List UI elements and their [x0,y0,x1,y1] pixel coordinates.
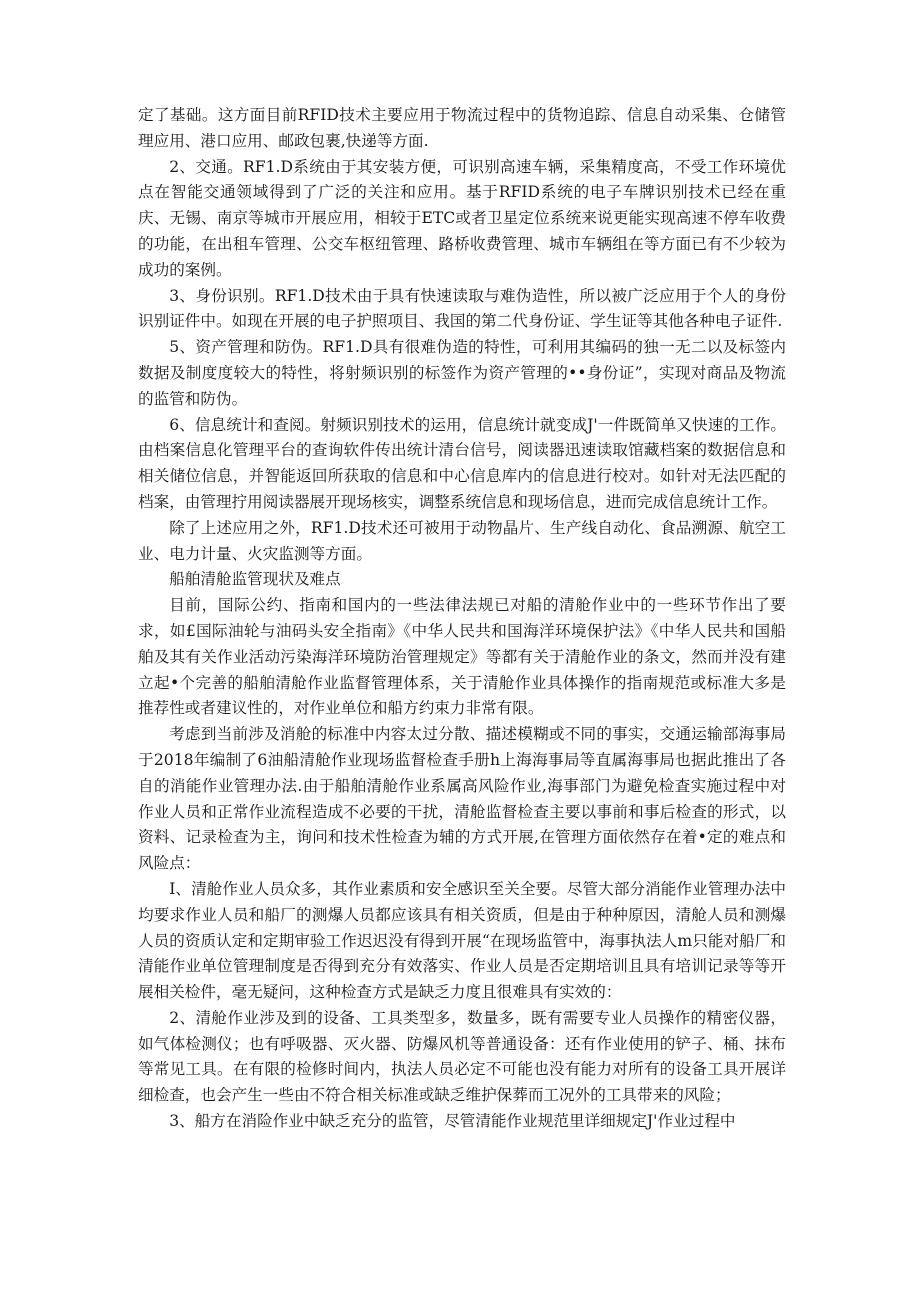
paragraph-traffic: 2、交通。RF1.D系统由于其安装方便，可识别高速车辆，采集精度高，不受工作环境优点在智能交通领域得到了广泛的关注和应用。基于RFID系统的电子车牌识别技术已经在重庆、无锡、南京等城市开展应用，相较于ETC或者卫星定位系统来说更能实现高速不停车收费的功能，在出租车管理、公交车枢纽管理、路桥收费管理、城市车辆组在等方面已有不少较为成功的案例。 [138,157,786,279]
paragraph-other-applications: 除了上述应用之外，RF1.D技术还可被用于动物晶片、生产线自动化、食品溯源、航空工业、电力计量、火灾监测等方面。 [138,518,786,563]
paragraph-standards: 考虑到当前涉及消舱的标准中内容太过分散、描述模糊或不同的事实，交通运输部海事局于2018年编制了6油船清舱作业现场监督检查手册h上海海事局等直属海事局也据此推出了各自的消能作业管理办法.由于船舶清舱作业系属高风险作业,海事部门为避免检査实施过程中对作业人员和正常作业流程造成不必要的干扰，清舱监督检查主要以事前和事后检查的形式，以资料、记录检查为主，询问和技术性检查为辅的方式开展,在管理方面依然存在着•定的难点和风险点： [138,725,786,873]
paragraph-current-status: 目前，国际公约、指南和国内的一些法律法规已对船的清舱作业中的一些环节作出了要求，如£国际油轮与油码头安全指南》《中华人民共和国海洋环境保护法》《中华人民共和国船舶及其有关作业活动污染海洋环境防治管理规定》等都有关于清舱作业的条文，然而并没有建立起•个完善的船舶清舱作业监督管理体系，关于清舱作业具体操作的指南规范或标准大多是推荐性或者建议性的，对作业单位和船方约束力非常有限。 [138,596,786,718]
paragraph-statistics: 6、信息统计和查阅。射频识别技术的运用，信息统计就变成J'一件既简单又快速的工作。由档案信息化管理平台的查询软件传出统计清台信号，阅读器迅速读取馆藏档案的数据信息和相关储位信息，并智能返回所获取的信息和中心信息库内的信息进行校对。如针对无法匹配的档案，由管理拧用阅读器展开现场核实，调整系统信息和现场信息，进而完成信息统计工作。 [138,415,786,511]
section-heading: 船舶清舱监管现状及难点 [169,570,341,589]
paragraph-identity: 3、身份识别。RF1.D技术由于具有快速读取与难伪造性，所以被广泛应用于个人的身份识别证件中。如现在开展的电子护照项目、我国的第二代身份证、学生证等其他各种电子证件. [138,286,786,331]
paragraph-intro-continuation: 定了基础。这方面目前RFID技术主要应用于物流过程中的货物追踪、信息自动采集、仓储管理应用、港口应用、邮政包裹,快递等方面. [138,106,786,150]
paragraph-asset-management: 5、资产管理和防伪。RF1.D具有很难伪造的特性，可利用其编码的独一无二以及标签内数据及制度度较大的特性，将射频识别的标签作为资产管理的••身份证”，实现对商品及物流的监管和防伪。 [138,338,786,408]
paragraph-difficulty-2: 2、清舱作业涉及到的设备、工具类型多，数量多，既有需要专业人员操作的精密仪器，如气体检测仪；也有呼吸器、灭火器、防爆风机等普通设备：还有作业使用的铲子、桶、抹布等常见工具。在有限的检修时间内，执法人员必定不可能也没有能力对所有的设备工具开展详细检查，也会产生一些由不符合相关标准或缺乏维护保葬而工况外的工具带来的风险； [138,1008,786,1105]
paragraph-difficulty-1: I、清舱作业人员众多，其作业素质和安全感识至关全要。尽管大部分消能作业管理办法中均要求作业人员和船厂的测爆人员都应该具有相关资质，但是由于种种原因，清舱人员和测爆人员的资质认定和定期审验工作迟迟没有得到开展“在现场监管中，海事执法人m只能对船厂和清能作业单位管理制度是否得到充分有效落实、作业人员是否定期培训且具有培训记录等等开展相关检件，毫无疑问，这种检查方式是缺乏力度且很难具有实效的： [138,879,786,1002]
document-body [138,103,786,1135]
paragraph-difficulty-3: 3、船方在消险作业中缺乏充分的监管，尽管清能作业规范里详细规定J'作业过程中 [169,1112,736,1131]
